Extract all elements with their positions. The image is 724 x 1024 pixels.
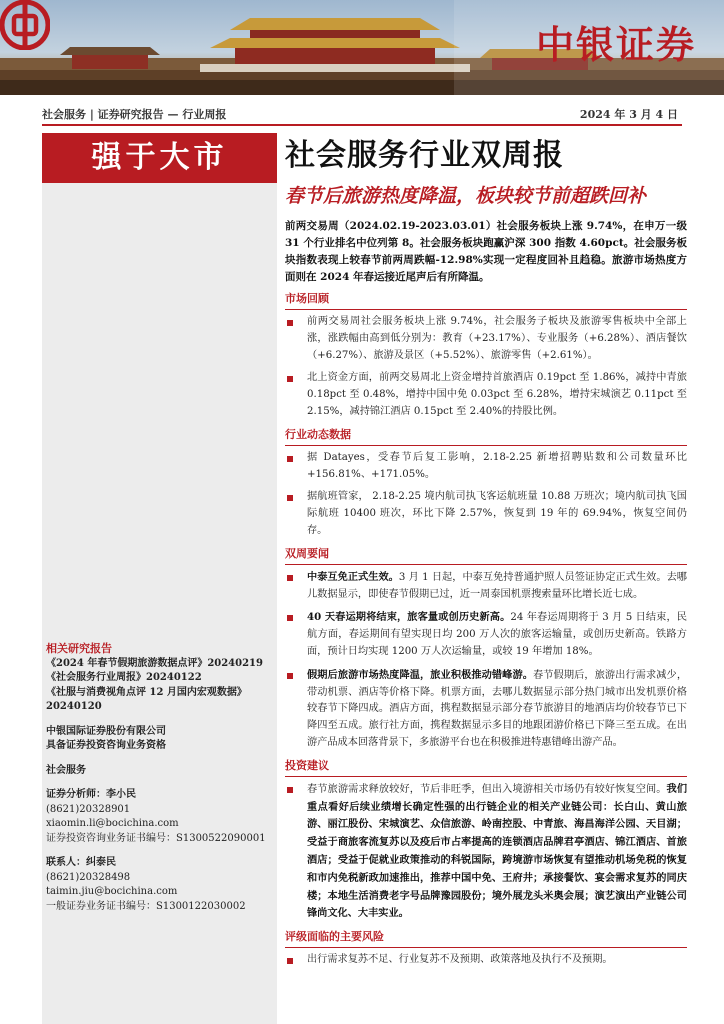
contact-email: taimin.jiu@bocichina.com (46, 886, 178, 897)
contact-license: 一般证券业务证书编号：S1300122030002 (46, 900, 246, 912)
section-heading-news: 双周要闻 (285, 546, 687, 565)
invest-list (285, 781, 687, 923)
list-item (285, 667, 687, 752)
news-lead: 假期后旅游市场热度降温，旅业积极推动错峰游。 (307, 668, 533, 681)
report-date: 2024 年 3 月 4 日 (579, 108, 678, 121)
contact-phone: (8621)20328498 (46, 871, 131, 883)
contact-title: 联系人：纠泰民 (46, 857, 116, 868)
news-text: 春节假期后，旅游出行需求减少，带动机票、酒店等价格下降。机票方面，去哪儿数据显示部分热门城市出发机票价格较春节下降四成。酒店方面，携程数据显示部分春节旅游目的地酒店均价较春节已下降四至五成。旅行社方面，携程数据显示多目的地跟团游价格已下降三至五成。在出游产品成本回落背景下，多旅游平台也在积极推进特惠错峰出游产品。 (307, 669, 688, 748)
sidebar-content (46, 642, 274, 914)
list-item: 前两交易周社会服务板块上涨 9.74%，社会服务子板块及旅游零售板块中全部上涨，涨跌幅由高到低分别为：教育（+23.17%）、专业服务（+6.28%）、酒店餐饮（+6.27%）、旅游及景区（+5.52%）、旅游零售（+2.61%）。 (285, 314, 687, 364)
industry-label: 社会服务 (46, 764, 86, 776)
company-name: 中银国际证券股份有限公司 (46, 725, 166, 737)
list-item (285, 781, 687, 923)
brand-logo-text: 中银证券 (536, 23, 697, 67)
list-item: 据 Datayes，受春节后复工影响，2.18-2.25 新增招聘贴数和公司数量环比+156.81%、+171.05%。 (285, 450, 687, 484)
main-content (285, 132, 687, 975)
risk-list (285, 952, 687, 969)
analyst-email: xiaomin.li@bocichina.com (46, 818, 179, 829)
news-text: 24 年春运周期将于 3 月 5 日结束，民航方面，春运期间有望实现日均 200 万人次的旅客运输量，或创历史新高。铁路方面，预计日均实现 1200 万人次运输量，或较 19 年增加 18%。 (307, 612, 687, 657)
invest-plain: 春节旅游需求释放较好，节后非旺季，但出入境游相关市场仍有较好恢复空间。 (307, 783, 667, 795)
section-heading-industry: 行业动态数据 (285, 427, 687, 446)
list-item (285, 569, 687, 604)
boc-logo-icon (0, 0, 50, 50)
related-reports-heading: 相关研究报告 (46, 642, 112, 655)
analyst-title: 证券分析师：李小民 (46, 789, 136, 800)
list-item: 出行需求复苏不足、行业复苏不及预期、政策落地及执行不及预期。 (285, 952, 687, 969)
report-meta-bar (42, 102, 682, 126)
list-item: 据航班管家， 2.18-2.25 境内航司执飞客运航班量 10.88 万班次；境内航司执飞国际航班 10400 班次，环比下降 2.57%，恢复到 19 年的 69.94%，恢复空间仍存。 (285, 489, 687, 539)
news-list (285, 569, 687, 752)
related-report: 《社服与消费视角点评 12 月国内宏观数据》20240120 (46, 686, 247, 712)
header-photo (0, 0, 724, 95)
list-item (285, 609, 687, 660)
section-heading-market: 市场回顾 (285, 291, 687, 310)
industry-list (285, 450, 687, 540)
list-item: 北上资金方面，前两交易周北上资金增持首旅酒店 0.19pct 至 1.86%，减持中青旅 0.18pct 至 0.48%，增持中国中免 0.03pct 至 6.28%，增持宋城演艺 0.11pct 至 2.15%，减持锦江酒店 0.15pct 至 2.40%的持股比例。 (285, 370, 687, 420)
news-lead: 40 天春运期将结束，旅客量或创历史新高。 (307, 611, 511, 624)
news-text: 3 月 1 日起，中泰互免持普通护照人员签证协定正式生效。去哪儿数据显示，即使春节假期已过，近一周泰国机票搜索量环比增长近七成。 (307, 571, 687, 600)
related-report: 《社会服务行业周报》20240122 (46, 672, 202, 683)
analyst-license: 证券投资咨询业务证书编号：S1300522090001 (46, 832, 266, 844)
analyst-phone: (8621)20328901 (46, 803, 131, 815)
report-title: 社会服务行业双周报 (285, 138, 564, 173)
section-heading-risk: 评级面临的主要风险 (285, 929, 687, 948)
report-category: 社会服务 | 证券研究报告 — 行业周报 (42, 108, 227, 121)
rating-badge: 强于大市 (42, 133, 277, 183)
related-report: 《2024 年春节假期旅游数据点评》20240219 (46, 657, 263, 669)
report-summary: 前两交易周（2024.02.19-2023.03.01）社会服务板块上涨 9.74%，在申万一级 31 个行业排名中位列第 8。社会服务板块跑赢沪深 300 指数 4.60pct。社会服务板块指数表现上较春节前两周跌幅-12.98%实现一定程度回补且趋稳。旅游市场热度方面则在 2024 年春运接近尾声后有所降温。 (285, 220, 687, 283)
market-list (285, 314, 687, 421)
section-heading-invest: 投资建议 (285, 758, 687, 777)
news-lead: 中泰互免正式生效。 (307, 570, 399, 583)
invest-bold: 我们重点看好后续业绩增长确定性强的出行链企业的相关产业链公司：长白山、黄山旅游、丽江股份、宋城演艺、众信旅游、岭南控股、中青旅、海昌海洋公园、天目湖；受益于商旅客流复苏以及疫后市占率提高的连锁酒店品牌君亭酒店、锦江酒店、首旅酒店；受益于促就业政策推动的科锐国际，跨境游市场恢复有望推动机场免税的恢复和市内免税新政加速推出，推荐中国中免、王府井；承接餐饮、宴会需求复苏的同庆楼；本地生活消费老字号品牌豫园股份；境外展龙头米奥会展；演艺演出产业链公司锋尚文化、大丰实业。 (307, 782, 688, 920)
report-subtitle: 春节后旅游热度降温，板块较节前超跌回补 (285, 185, 647, 207)
company-qualification: 具备证券投资咨询业务资格 (46, 740, 166, 751)
